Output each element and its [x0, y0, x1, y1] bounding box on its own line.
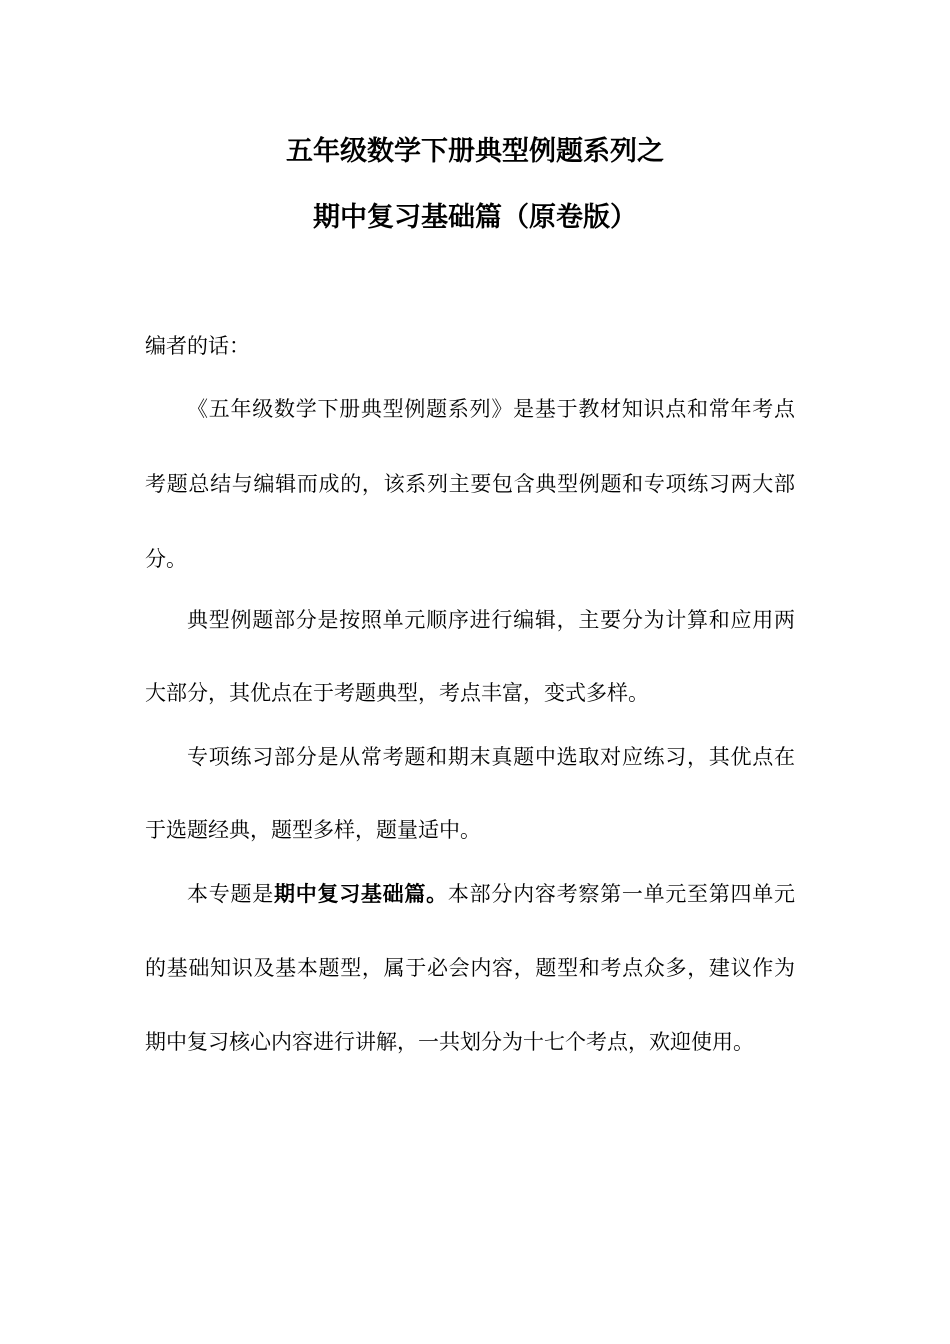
- editor-note-label: 编者的话：: [145, 334, 250, 358]
- paragraph-series-intro: 《五年级数学下册典型例题系列》是基于教材知识点和常年考点考题总结与编辑而成的，该系列主要包含典型例题和专项练习两大部分。: [145, 397, 795, 571]
- topic-name-punct: 。: [426, 882, 448, 906]
- document-title-line-2: 期中复习基础篇（原卷版）: [313, 202, 637, 233]
- document-title-line-1: 五年级数学下册典型例题系列之: [286, 136, 664, 167]
- paragraph-typical-examples: 典型例题部分是按照单元顺序进行编辑，主要分为计算和应用两大部分，其优点在于考题典型，考点丰富，变式多样。: [145, 608, 795, 705]
- topic-name-bold: 期中复习基础篇: [273, 882, 427, 906]
- paragraph-topic-description: [145, 857, 795, 1079]
- paragraph-special-practice: 专项练习部分是从常考题和期末真题中选取对应练习，其优点在于选题经典，题型多样，题量适中。: [145, 745, 795, 842]
- topic-prefix: 本专题是: [187, 882, 274, 906]
- topic-rest: 本部分内容考察第一单元至第四单元的基础知识及基本题型，属于必会内容，题型和考点众多，建议作为期中复习核心内容进行讲解，一共划分为十七个考点，欢迎使用。: [145, 882, 796, 1054]
